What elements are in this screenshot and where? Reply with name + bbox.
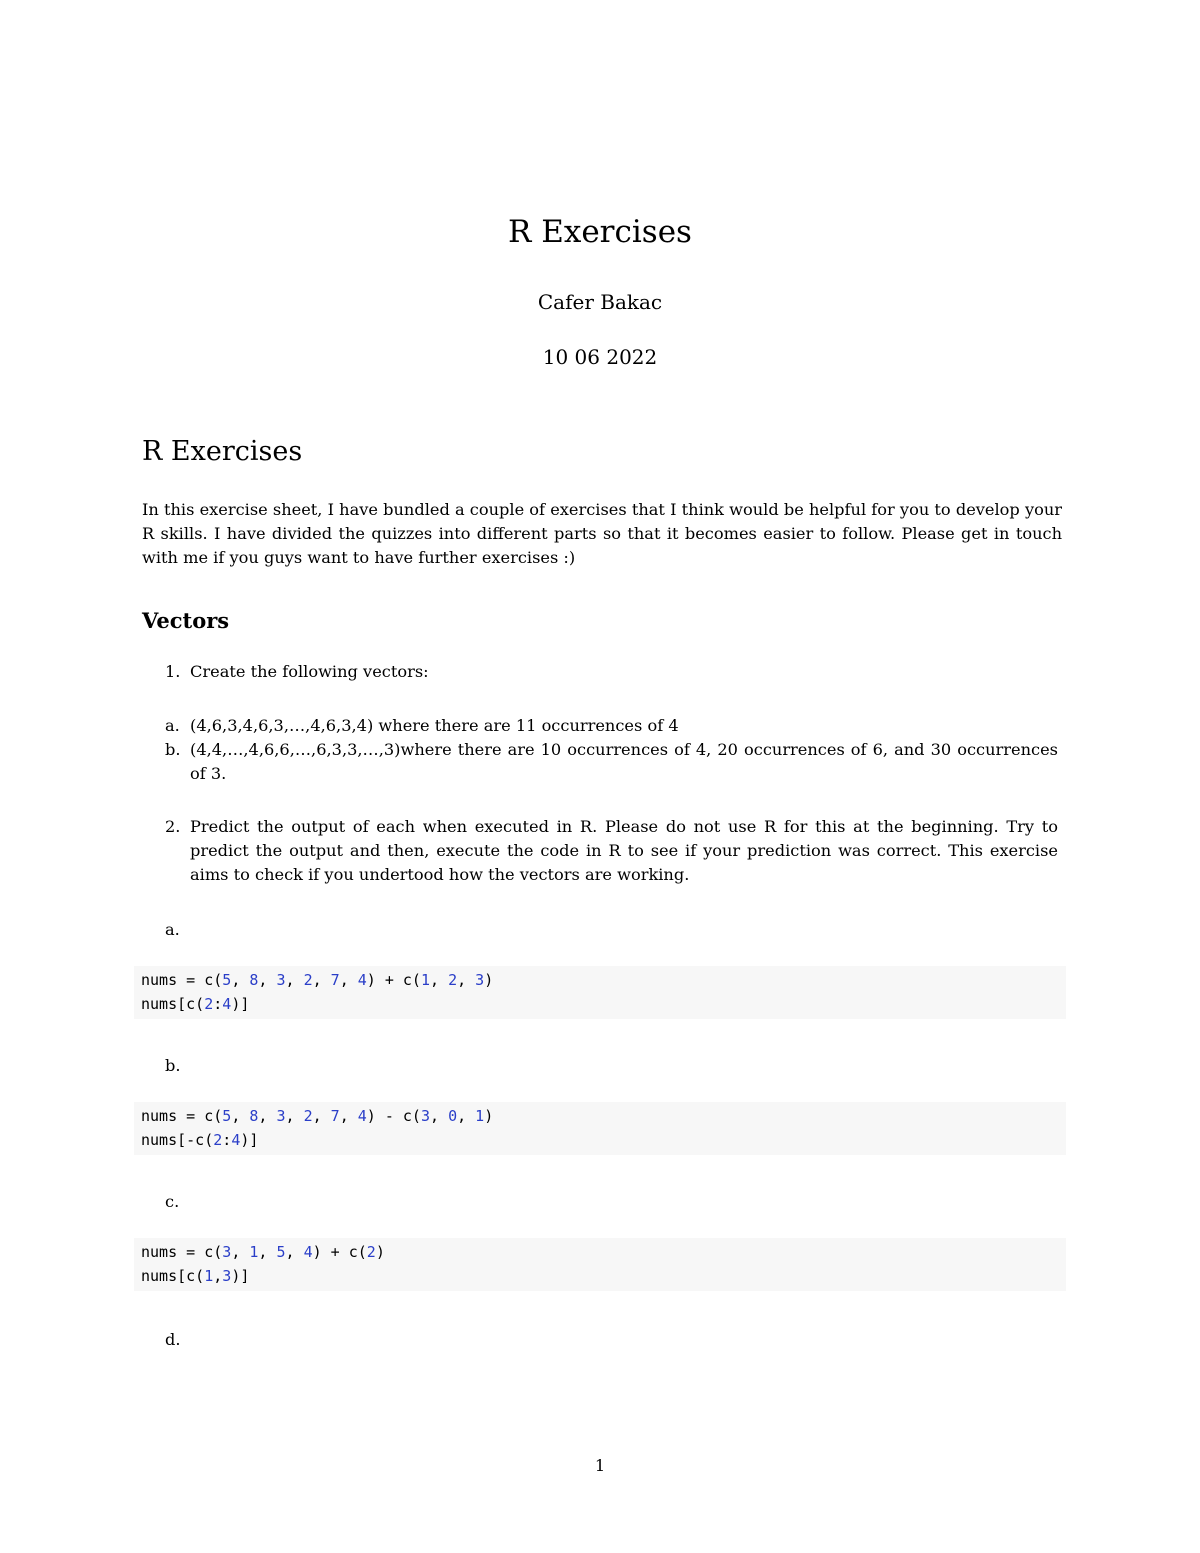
code-line xyxy=(141,968,493,992)
code-line xyxy=(141,1128,258,1152)
code-number: 5 xyxy=(222,1107,232,1125)
part-c-label: c. xyxy=(165,1192,180,1211)
code-line xyxy=(141,1104,493,1128)
code-number: 8 xyxy=(249,971,259,989)
code-text: ) xyxy=(484,1107,494,1125)
code-text: nums = c( xyxy=(141,971,223,989)
code-text: nums[c( xyxy=(141,995,205,1013)
code-text: )] xyxy=(240,1131,259,1149)
question-1-marker: 1. xyxy=(165,662,181,681)
code-number: 2 xyxy=(448,971,458,989)
code-number: 4 xyxy=(222,995,232,1013)
part-d-label: d. xyxy=(165,1330,181,1349)
code-text: , xyxy=(285,971,304,989)
code-block-b xyxy=(134,1102,1066,1155)
code-text: )] xyxy=(231,995,250,1013)
code-text: nums = c( xyxy=(141,1243,223,1261)
code-text: , xyxy=(258,971,277,989)
intro-paragraph: In this exercise sheet, I have bundled a couple of exercises that I think would be helpful for you to develop your R skills. I have divided the quizzes into different parts so that it becomes easier to follow. Please get in touch with me if you guys want to have further exercises :) xyxy=(142,500,1062,567)
document-title: R Exercises xyxy=(508,214,692,250)
code-number: 3 xyxy=(222,1243,232,1261)
code-text: ) + c( xyxy=(366,971,421,989)
code-number: 2 xyxy=(303,971,313,989)
code-number: 0 xyxy=(448,1107,458,1125)
question-1a-text: (4,6,3,4,6,3,…,4,6,3,4) where there are 11 occurrences of 4 xyxy=(190,716,679,735)
code-text: ) xyxy=(484,971,494,989)
code-text: , xyxy=(258,1243,277,1261)
code-number: 4 xyxy=(303,1243,313,1261)
code-number: 2 xyxy=(213,1131,223,1149)
code-number: 5 xyxy=(222,971,232,989)
code-number: 1 xyxy=(420,971,430,989)
code-text: , xyxy=(430,971,449,989)
code-text: , xyxy=(312,971,331,989)
code-text: , xyxy=(457,1107,476,1125)
code-text: : xyxy=(213,995,223,1013)
question-2-marker: 2. xyxy=(165,817,181,836)
code-number: 1 xyxy=(249,1243,259,1261)
code-block-a xyxy=(134,966,1066,1019)
code-number: 3 xyxy=(420,1107,430,1125)
code-number: 2 xyxy=(204,995,214,1013)
code-number: 3 xyxy=(475,971,485,989)
code-number: 3 xyxy=(222,1267,232,1285)
document-author: Cafer Bakac xyxy=(537,290,663,314)
code-line xyxy=(141,1240,385,1264)
code-line xyxy=(141,992,249,1016)
code-number: 3 xyxy=(276,1107,286,1125)
part-b-label: b. xyxy=(165,1056,181,1075)
code-number: 7 xyxy=(330,1107,340,1125)
code-text: , xyxy=(339,1107,358,1125)
code-text: , xyxy=(339,971,358,989)
code-text: , xyxy=(213,1267,223,1285)
question-1b-text: (4,4,…,4,6,6,…,6,3,3,…,3)where there are 10 occurrences of 4, 20 occurrences of 6, and 30 occurrences of 3. xyxy=(190,740,1058,783)
code-number: 7 xyxy=(330,971,340,989)
code-text: nums = c( xyxy=(141,1107,223,1125)
code-number: 4 xyxy=(357,971,367,989)
question-1a-marker: a. xyxy=(165,716,180,735)
code-block-c xyxy=(134,1238,1066,1291)
code-number: 1 xyxy=(204,1267,214,1285)
vectors-heading: Vectors xyxy=(142,608,230,633)
code-text: , xyxy=(231,971,250,989)
code-text: , xyxy=(258,1107,277,1125)
code-text: , xyxy=(457,971,476,989)
code-text: , xyxy=(285,1243,304,1261)
page-number: 1 xyxy=(594,1456,606,1475)
document-date: 10 06 2022 xyxy=(542,345,658,369)
part-a-label: a. xyxy=(165,920,180,939)
code-text: ) + c( xyxy=(312,1243,367,1261)
question-1-text: Create the following vectors: xyxy=(190,662,429,681)
code-text: )] xyxy=(231,1267,250,1285)
code-text: , xyxy=(231,1107,250,1125)
question-2-text: Predict the output of each when executed in R. Please do not use R for this at the beginning. Try to predict the output and then, execute the code in R to see if your prediction was correct. This exercise aims to check if you undertood how the vectors are working. xyxy=(190,817,1058,884)
code-number: 2 xyxy=(303,1107,313,1125)
code-text: nums[c( xyxy=(141,1267,205,1285)
code-text: , xyxy=(312,1107,331,1125)
code-number: 3 xyxy=(276,971,286,989)
code-number: 1 xyxy=(475,1107,485,1125)
code-text: nums[-c( xyxy=(141,1131,214,1149)
question-1b-marker: b. xyxy=(165,740,181,759)
code-text: , xyxy=(430,1107,449,1125)
code-text: ) - c( xyxy=(366,1107,421,1125)
code-number: 2 xyxy=(366,1243,376,1261)
code-line xyxy=(141,1264,249,1288)
code-number: 8 xyxy=(249,1107,259,1125)
code-text: ) xyxy=(375,1243,385,1261)
section-heading: R Exercises xyxy=(142,436,303,467)
code-number: 4 xyxy=(357,1107,367,1125)
code-text: : xyxy=(222,1131,232,1149)
code-text: , xyxy=(285,1107,304,1125)
code-text: , xyxy=(231,1243,250,1261)
code-number: 5 xyxy=(276,1243,286,1261)
code-number: 4 xyxy=(231,1131,241,1149)
